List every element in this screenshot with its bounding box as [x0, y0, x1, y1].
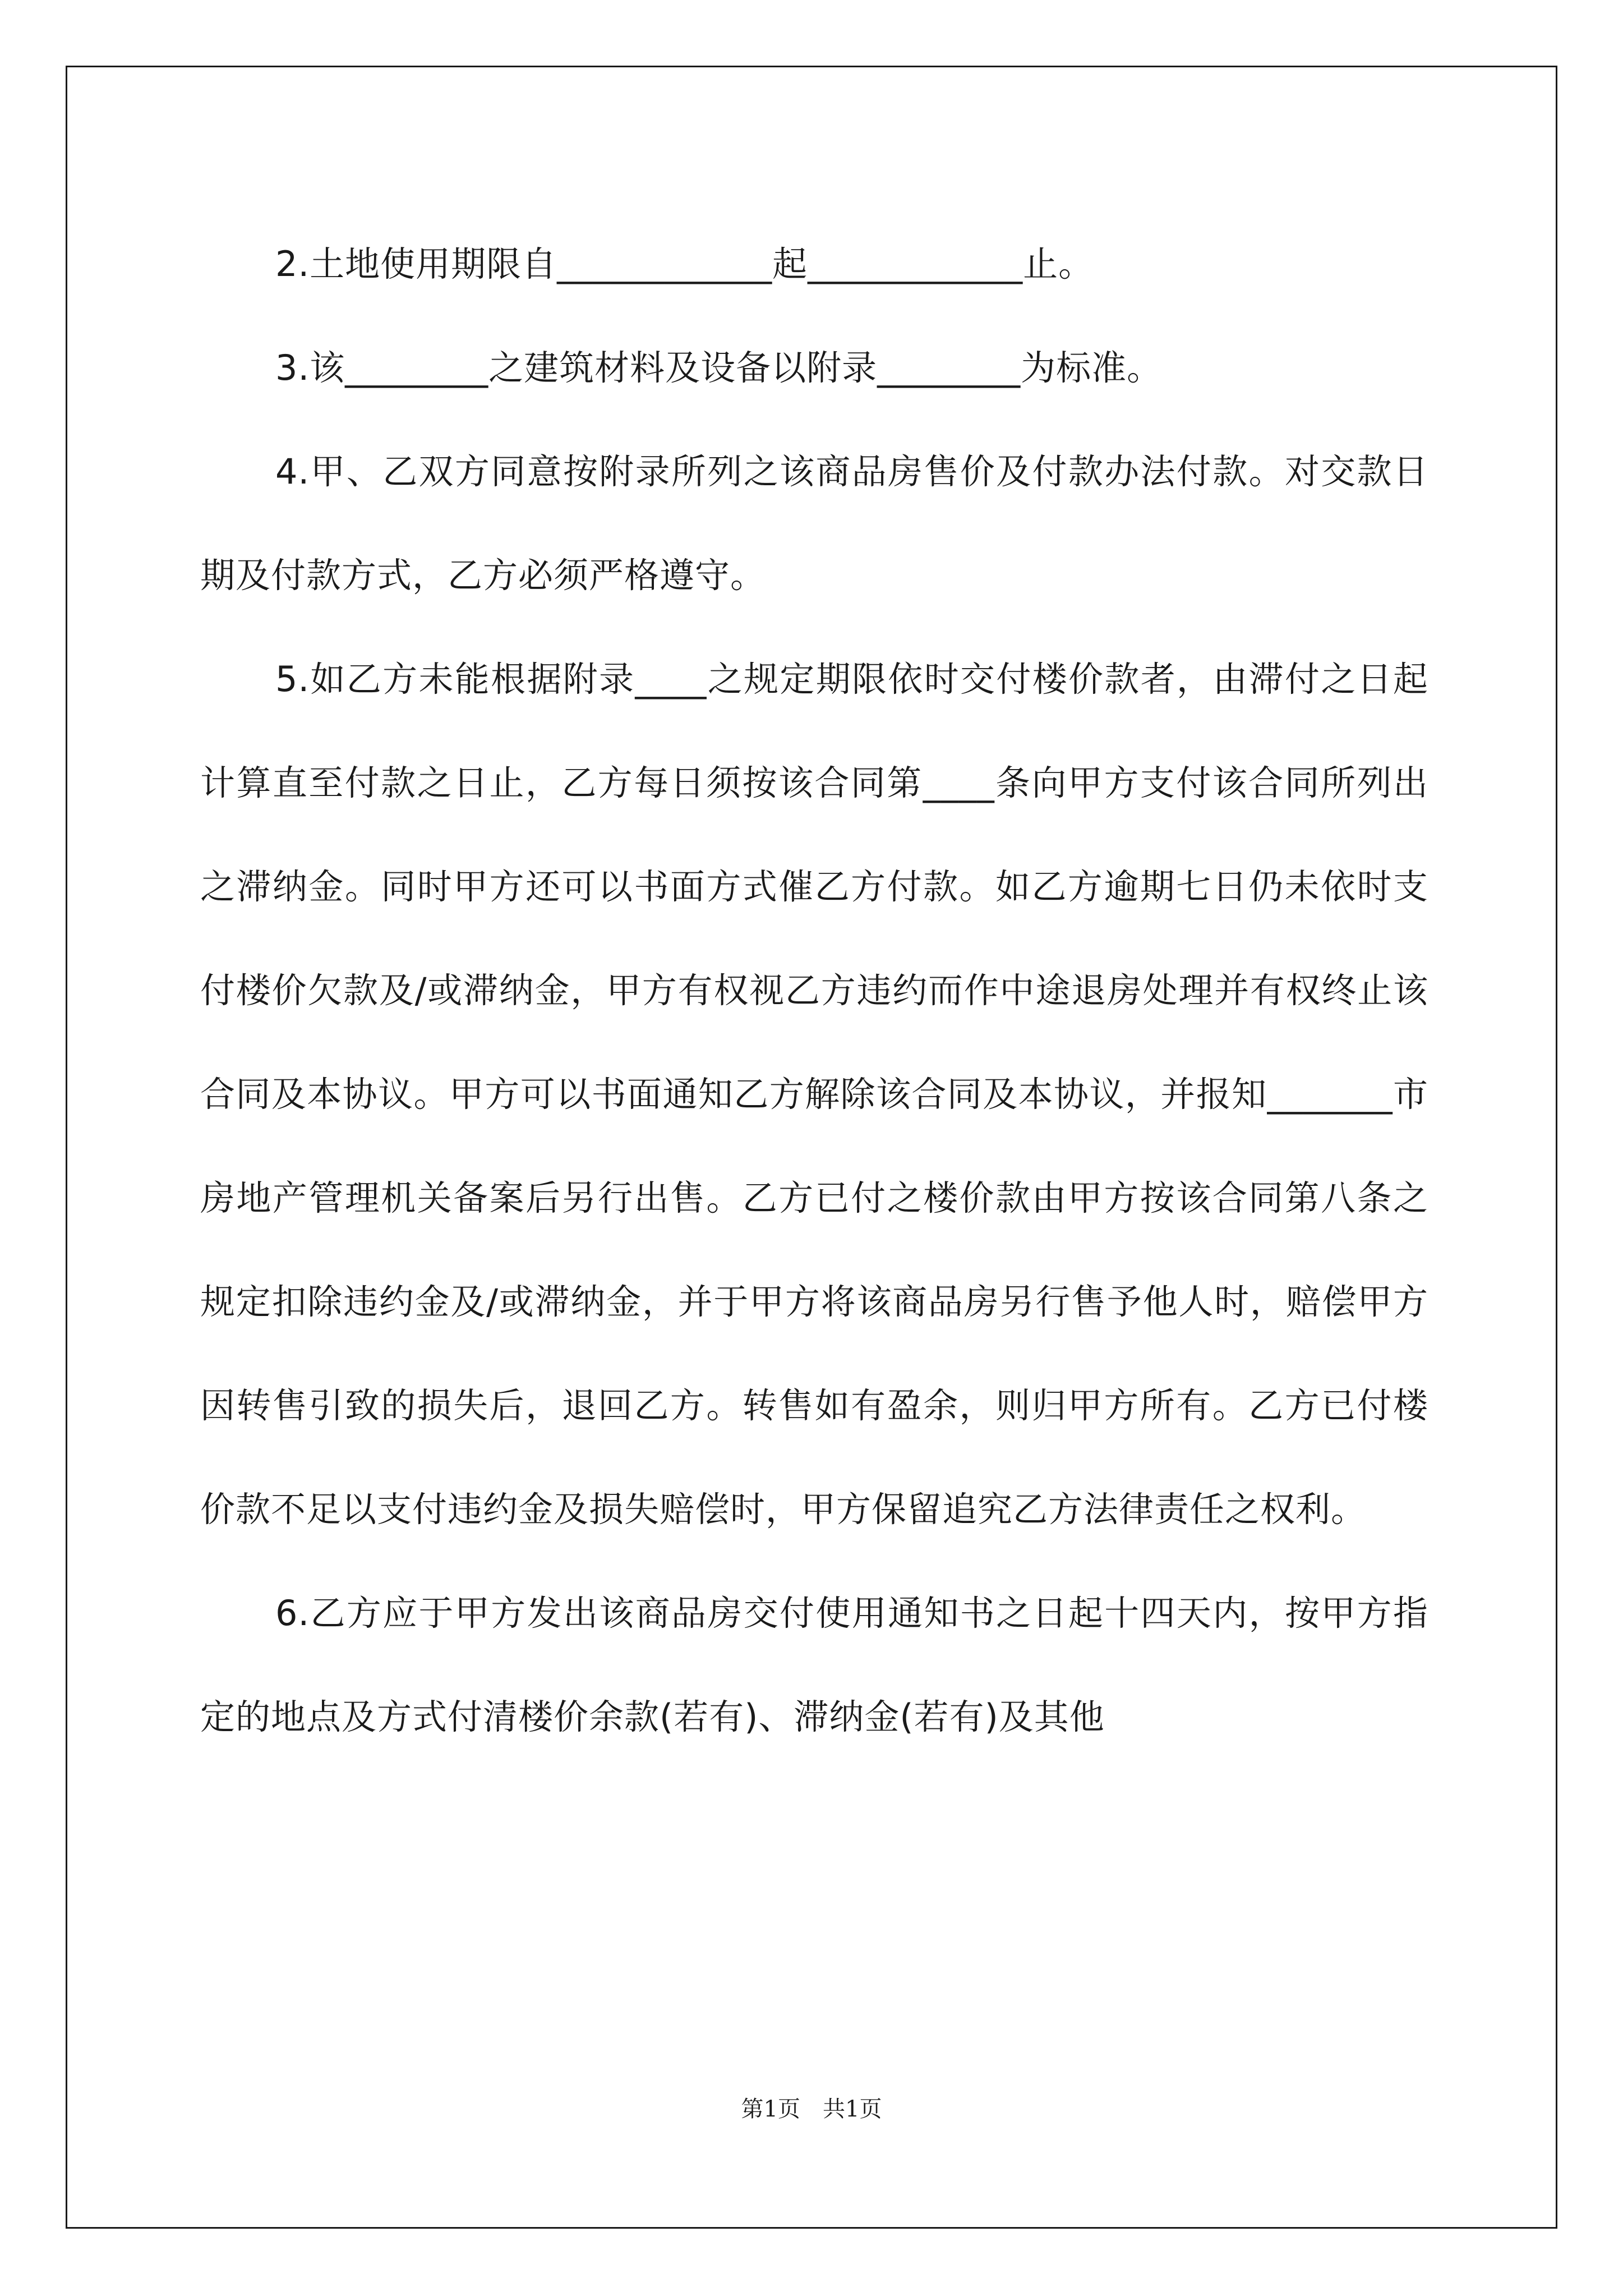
page-count: 共1页 — [823, 2096, 882, 2122]
clause-5: 5.如乙方未能根据附录____之规定期限依时交付楼价款者，由滞付之日起计算直至付款之日止，乙方每日须按该合同第____条向甲方支付该合同所列出之滞纳金。同时甲方还可以书面方式催乙方付款。如乙方逾期七日仍未依时支付楼价欠款及/或滞纳金，甲方有权视乙方违约而作中途退房处理并有权终止该合同及本协议。甲方可以书面通知乙方解除该合同及本协议，并报知_______市房地产管理机关备案后另行出售。乙方已付之楼价款由甲方按该合同第八条之规定扣除违约金及/或滞纳金，并于甲方将该商品房另行售予他人时，赔偿甲方因转售引致的损失后，退回乙方。转售如有盈余，则归甲方所有。乙方已付楼价款不足以支付违约金及损失赔偿时，甲方保留追究乙方法律责任之权利。 — [200, 659, 1428, 1530]
clause-6: 6.乙方应于甲方发出该商品房交付使用通知书之日起十四天内，按甲方指定的地点及方式付清楼价余款(若有)、滞纳金(若有)及其他 — [200, 1593, 1428, 1737]
page-number: 第1页 — [741, 2096, 800, 2122]
document-body — [200, 212, 1428, 1769]
clause-4: 4.甲、乙双方同意按附录所列之该商品房售价及付款办法付款。对交款日期及付款方式，乙方必须严格遵守。 — [200, 451, 1428, 596]
clause-3: 3.该________之建筑材料及设备以附录________为标准。 — [275, 347, 1163, 388]
clause-2: 2.土地使用期限自____________起____________止。 — [275, 243, 1094, 284]
page-footer — [0, 2092, 1623, 2126]
